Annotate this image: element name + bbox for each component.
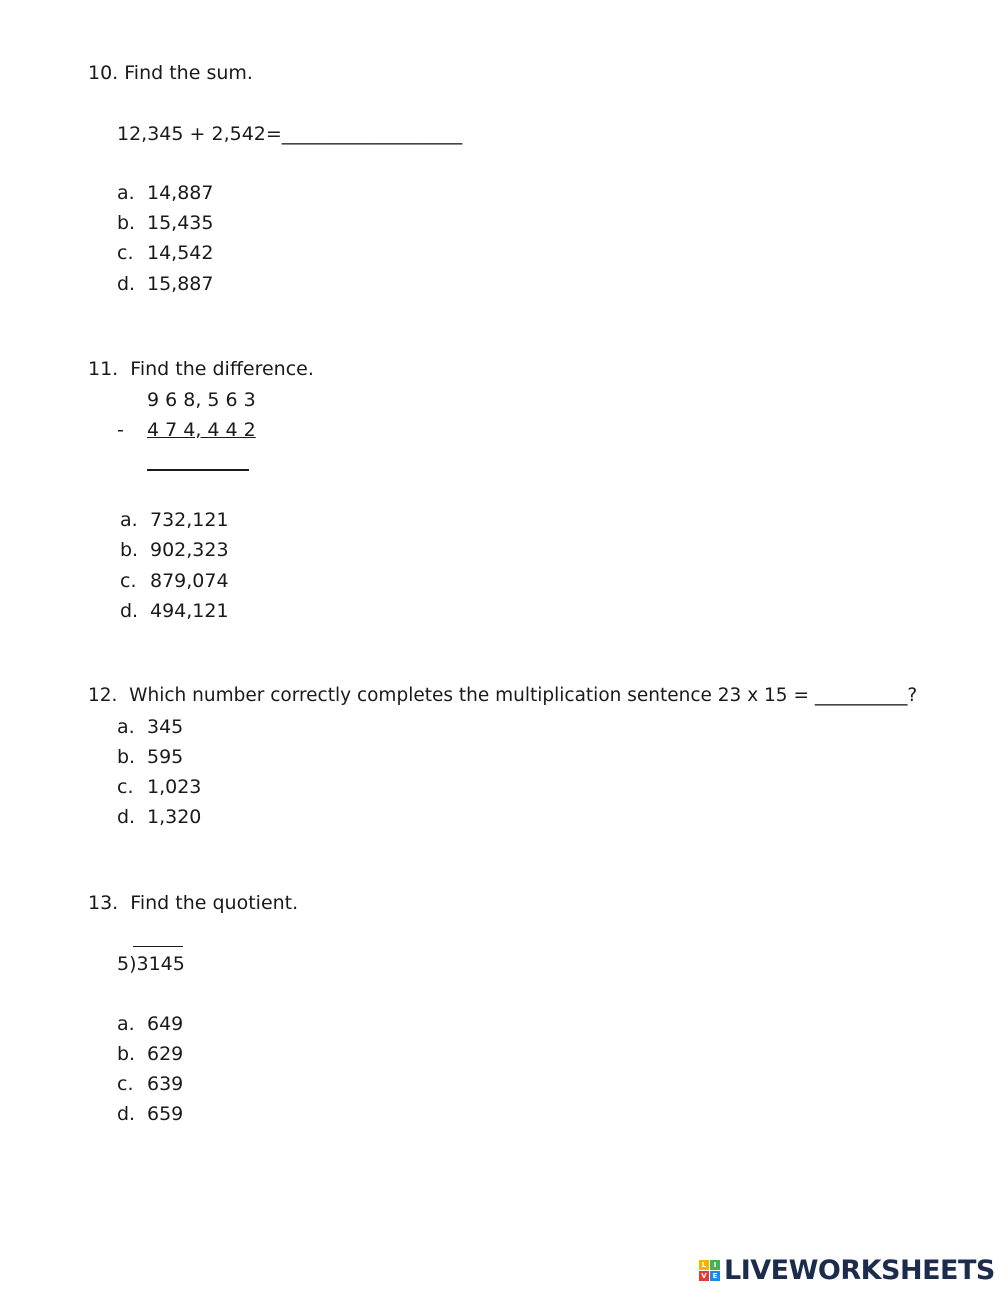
logo-mark-v: V bbox=[699, 1271, 709, 1281]
logo-mark-l: L bbox=[699, 1260, 709, 1270]
liveworksheets-logo bbox=[699, 1255, 995, 1285]
q10-option-b-letter: b. bbox=[117, 212, 136, 234]
q13-option-b-value[interactable]: 629 bbox=[147, 1043, 184, 1065]
q11-option-c-value[interactable]: 879,074 bbox=[150, 570, 229, 592]
q12-option-a-letter: a. bbox=[117, 716, 135, 738]
q12-option-a-value[interactable]: 345 bbox=[147, 716, 184, 738]
q11-option-b-value[interactable]: 902,323 bbox=[150, 539, 229, 561]
q11-option-d-letter: d. bbox=[120, 600, 139, 622]
q10-option-d-letter: d. bbox=[117, 273, 136, 295]
question-11-title: 11. Find the difference. bbox=[88, 358, 314, 380]
subtraction-bottom-number: 4 7 4, 4 4 2 bbox=[147, 419, 256, 441]
logo-text: LIVEWORKSHEETS bbox=[724, 1254, 995, 1286]
q10-option-c-value[interactable]: 14,542 bbox=[147, 242, 214, 264]
q13-option-a-value[interactable]: 649 bbox=[147, 1013, 184, 1035]
q11-option-b-letter: b. bbox=[120, 539, 139, 561]
q10-option-d-value[interactable]: 15,887 bbox=[147, 273, 214, 295]
q12-option-c-value[interactable]: 1,023 bbox=[147, 776, 202, 798]
q11-option-c-letter: c. bbox=[120, 570, 137, 592]
q11-option-d-value[interactable]: 494,121 bbox=[150, 600, 229, 622]
q12-option-d-letter: d. bbox=[117, 806, 136, 828]
q13-option-c-value[interactable]: 639 bbox=[147, 1073, 184, 1095]
q12-option-b-letter: b. bbox=[117, 746, 136, 768]
answer-line bbox=[147, 469, 249, 471]
q10-option-c-letter: c. bbox=[117, 242, 134, 264]
q11-option-a-letter: a. bbox=[120, 509, 138, 531]
question-10-equation: 12,345 + 2,542=___________________ bbox=[117, 123, 463, 145]
question-10-title: 10. Find the sum. bbox=[88, 62, 253, 84]
q12-option-c-letter: c. bbox=[117, 776, 134, 798]
logo-mark-i: I bbox=[710, 1260, 720, 1270]
q12-option-b-value[interactable]: 595 bbox=[147, 746, 184, 768]
q13-option-d-value[interactable]: 659 bbox=[147, 1103, 184, 1125]
q10-option-a-letter: a. bbox=[117, 182, 135, 204]
division-bar bbox=[133, 946, 183, 947]
q10-option-a-value[interactable]: 14,887 bbox=[147, 182, 214, 204]
minus-sign: - bbox=[117, 419, 124, 441]
question-13-title: 13. Find the quotient. bbox=[88, 892, 299, 914]
long-division-expression: 5)3145 bbox=[117, 953, 185, 975]
q13-option-a-letter: a. bbox=[117, 1013, 135, 1035]
q10-option-b-value[interactable]: 15,435 bbox=[147, 212, 214, 234]
q13-option-b-letter: b. bbox=[117, 1043, 136, 1065]
logo-mark-e: E bbox=[710, 1271, 720, 1281]
logo-mark-icon bbox=[699, 1260, 720, 1281]
subtraction-top-number: 9 6 8, 5 6 3 bbox=[147, 389, 256, 411]
q13-option-c-letter: c. bbox=[117, 1073, 134, 1095]
q11-option-a-value[interactable]: 732,121 bbox=[150, 509, 229, 531]
q13-option-d-letter: d. bbox=[117, 1103, 136, 1125]
q12-option-d-value[interactable]: 1,320 bbox=[147, 806, 202, 828]
question-12-title: 12. Which number correctly completes the multiplication sentence 23 x 15 = __________? bbox=[88, 685, 918, 706]
